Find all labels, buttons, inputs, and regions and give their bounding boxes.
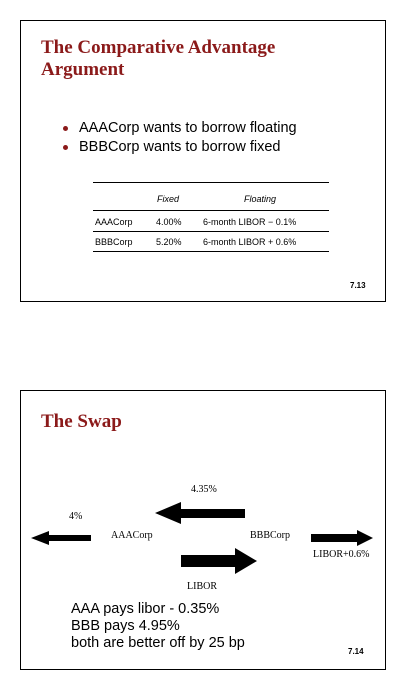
row-bbbcorp-fixed: 5.20% — [156, 237, 182, 247]
label-aaacorp: AAACorp — [111, 530, 153, 541]
row-bbbcorp-name: BBBCorp — [95, 237, 133, 247]
table-top-rule — [93, 182, 329, 183]
label-bottom-rate: LIBOR — [187, 581, 217, 592]
page-number: 7.14 — [348, 647, 364, 656]
label-right-rate: LIBOR+0.6% — [313, 549, 370, 560]
arrow-libor-to-bbb — [181, 548, 257, 574]
row-aaacorp-name: AAACorp — [95, 217, 133, 227]
arrow-fixed-to-aaa — [155, 502, 245, 524]
header-fixed: Fixed — [157, 194, 180, 204]
table-bottom-rule — [93, 251, 329, 252]
swap-summary — [71, 601, 245, 652]
table-header-rule — [93, 210, 329, 211]
summary-line: BBB pays 4.95% — [71, 618, 180, 634]
table-row-rule — [93, 231, 329, 232]
slide-the-swap — [20, 390, 386, 670]
bullet-list — [63, 119, 297, 157]
slide-comparative-advantage — [20, 20, 386, 302]
summary-line: AAA pays libor - 0.35% — [71, 601, 220, 617]
slide-title: The Swap — [41, 411, 122, 432]
label-left-rate: 4% — [69, 511, 83, 522]
page-number: 7.13 — [350, 281, 366, 290]
bullet-item: AAACorp wants to borrow floating — [63, 119, 297, 138]
arrow-bbb-out — [311, 530, 373, 546]
label-top-rate: 4.35% — [191, 484, 217, 495]
slide-title: The Comparative Advantage Argument — [41, 37, 276, 80]
row-bbbcorp-floating: 6-month LIBOR + 0.6% — [203, 237, 297, 247]
bullet-item: BBBCorp wants to borrow fixed — [63, 138, 297, 157]
row-aaacorp-floating: 6-month LIBOR − 0.1% — [203, 217, 297, 227]
arrow-aaa-out — [31, 531, 91, 545]
row-aaacorp-fixed: 4.00% — [156, 217, 182, 227]
summary-line: both are better off by 25 bp — [71, 635, 245, 651]
header-floating: Floating — [244, 194, 277, 204]
label-bbbcorp: BBBCorp — [250, 530, 291, 541]
